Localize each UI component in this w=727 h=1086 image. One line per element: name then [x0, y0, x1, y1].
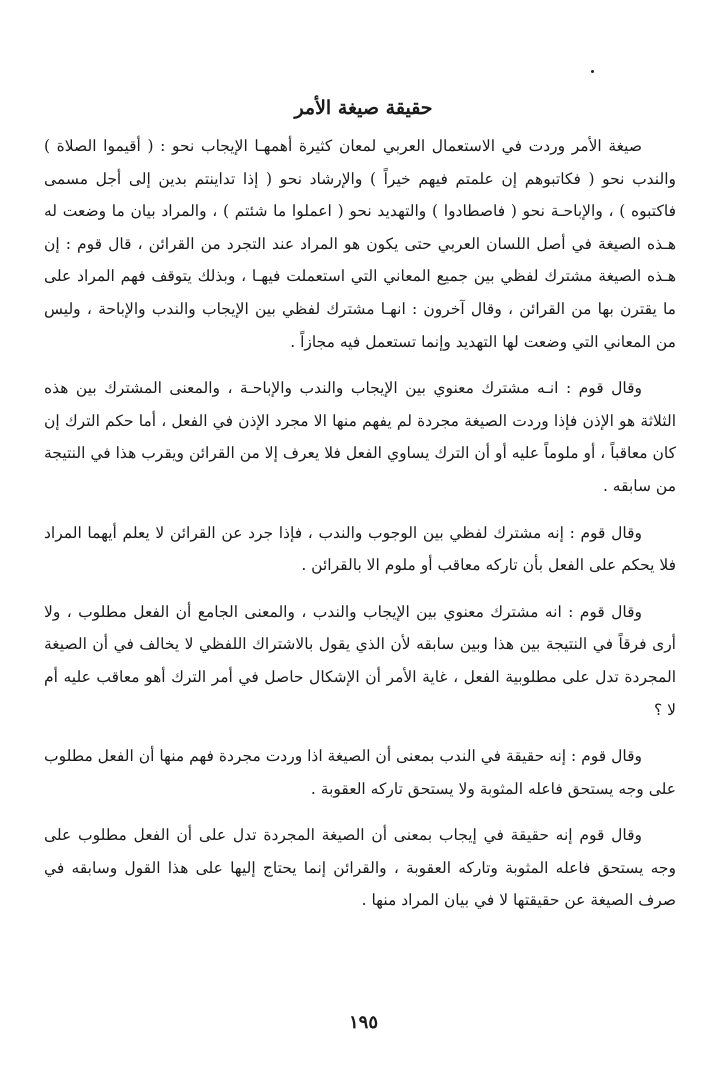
paragraph-1: صيغة الأمر وردت في الاستعمال العربي لمعان كثيرة أهمهـا الإيجاب نحو : ( أقيموا الصلاة ) والندب نحو ( فكاتبوهم إن علمتم فيهم خيراً ) والإرشاد نحو ( إذا تداينتم بدين إلى أجل مسمى فاكتبوه ) ، والإباحـة نحو ( فاصطادوا ) والتهديد نحو ( اعملوا ما شئتم ) ، والمراد بيان ما وضعت له هـذه الصيغة في أصل اللسان العربي حتى يكون هو المراد عند التجرد من القرائن ، قال قوم : إن هـذه الصيغة مشترك لفظي بين جميع المعاني التي استعملت فيهـا ، وبذلك يتوقف فهم المراد على ما يقترن بها من القرائن ، وقال آخرون : انهـا مشترك لفظي بين الإيجاب والندب والإباحة ، وليس من المعاني التي وضعت لها التهديد وإنما تستعمل فيه مجازاً . [44, 137, 676, 351]
paragraph-5: وقال قوم : إنه حقيقة في الندب بمعنى أن الصيغة اذا وردت مجردة فهم منها أن الفعل مطلوب على وجه يستحق فاعله المثوبة ولا يستحق تاركه العقوبة . [44, 747, 676, 798]
ink-speck [591, 70, 594, 73]
page-title: حقيقة صيغة الأمر [294, 96, 433, 119]
paragraph-4: وقال قوم : انه مشترك معنوي بين الإيجاب والندب ، والمعنى الجامع أن الفعل مطلوب ، ولا أرى فرقاً في النتيجة بين هذا وبين سابقه لأن الذي يقول بالاشتراك اللفظي لا يخالف في أن الصيغة المجردة تدل على مطلوبية الفعل ، غاية الأمر أن الإشكال حاصل في أمر الترك أهو معاقب عليه أم لا ؟ [44, 602, 676, 719]
page-number: ١٩٥ [348, 1012, 378, 1033]
paragraph-3: وقال قوم : إنه مشترك لفظي بين الوجوب والندب ، فإذا جرد عن القرائن لا يعلم أيهما المراد فلا يحكم على الفعل بأن تاركه معاقب أو ملوم الا بالقرائن . [44, 523, 676, 575]
paragraph-6: وقال قوم إنه حقيقة في إيجاب بمعنى أن الصيغة المجردة تدل على أن الفعل مطلوب على وجه يستحق فاعله المثوبة وتاركه العقوبة ، والقرائن إنما يحتاج إليها على هذا القول وسابقه في صرف الصيغة عن حقيقتها لا في بيان المراد منها . [44, 826, 676, 910]
paragraph-2: وقال قوم : انـه مشترك معنوي بين الإيجاب والندب والإباحـة ، والمعنى المشترك بين هذه الثلاثة هو الإذن فإذا وردت الصيغة مجردة لم يفهم منها الا مجرد الإذن في الفعل ، أما حكم الترك إن كان معاقباً ، أو ملوماً عليه أو أن الترك يساوي الفعل فلا يعرف إلا من القرائن ويقرب هذا في النتيجة من سابقه . [44, 379, 676, 495]
body-text [44, 130, 676, 931]
